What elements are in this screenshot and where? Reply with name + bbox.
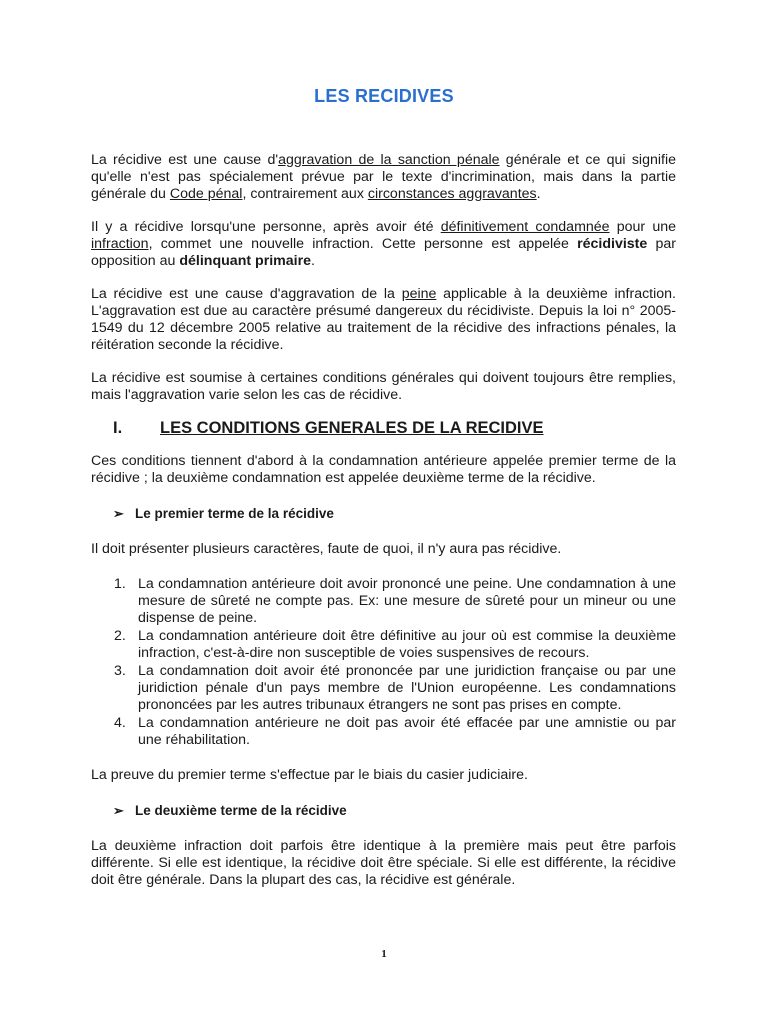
list-text: La condamnation doit avoir été prononcée par une juridiction française ou par une juridiction pénale d'un pays membre de l'Union européenne. Les condamnations prononcées par les autres tribunaux étrangers ne sont pas prises en compte.	[138, 663, 676, 713]
list-text: La condamnation antérieure ne doit pas avoir été effacée par une amnistie ou par une réhabilitation.	[138, 715, 676, 748]
list-text: La condamnation antérieure doit avoir prononcé une peine. Une condamnation à une mesure de sûreté ne compte pas. Ex: une mesure de sûreté pour un mineur ou une dispense de peine.	[138, 576, 676, 626]
list-number: 4.	[114, 715, 126, 731]
arrow-bullet-icon: ➢	[113, 506, 124, 521]
paragraph-2	[91, 219, 676, 270]
subheading-title: Le premier terme de la récidive	[135, 506, 334, 521]
document-title: LES RECIDIVES	[314, 86, 454, 106]
link-code-penal[interactable]: Code pénal	[169, 186, 243, 202]
list-item	[114, 576, 676, 627]
arrow-bullet-icon: ➢	[113, 803, 124, 818]
subheading-deuxieme-terme	[113, 802, 676, 819]
paragraph-7: La preuve du premier terme s'effectue par le biais du casier judiciaire.	[91, 767, 528, 783]
paragraph-6: Il doit présenter plusieurs caractères, faute de quoi, il n'y aura pas récidive.	[91, 541, 562, 557]
list-item	[114, 628, 676, 662]
list-item	[114, 663, 676, 714]
text-run: La récidive est une cause d'	[91, 152, 279, 168]
paragraph-8: La deuxième infraction doit parfois être identique à la première mais peut être parfois différente. Si elle est identique, la récidive doit être spéciale. Si elle est différente, la récidive doit être générale. Dans la plupart des cas, la récidive est générale.	[91, 838, 676, 888]
text-run: La récidive est une cause d'aggravation de la	[91, 286, 402, 302]
bold-term-recidiviste: récidiviste	[577, 236, 648, 252]
section-heading-1	[91, 420, 676, 437]
paragraph-3	[91, 286, 676, 354]
bold-term-delinquant-primaire: délinquant primaire	[179, 253, 312, 269]
link-peine[interactable]: peine	[401, 286, 437, 302]
link-aggravation-sanction[interactable]: aggravation de la sanction pénale	[278, 152, 500, 168]
text-run: , contrairement aux	[242, 186, 368, 202]
section-title: LES CONDITIONS GENERALES DE LA RECIDIVE	[160, 419, 544, 437]
text-run: Il y a récidive lorsqu'une personne, après avoir été	[91, 219, 441, 235]
text-run: pour une	[609, 219, 677, 235]
list-text: La condamnation antérieure doit être définitive au jour où est commise la deuxième infraction, c'est-à-dire non susceptible de voies suspensives de recours.	[138, 628, 676, 661]
text-run: , commet une nouvelle infraction. Cette personne est appelée	[148, 236, 578, 252]
paragraph-4: La récidive est soumise à certaines conditions générales qui doivent toujours être remplies, mais l'aggravation varie selon les cas de récidive.	[91, 370, 676, 403]
list-item	[114, 715, 676, 749]
text-run: applicable à la deuxième infraction. L'aggravation est due au caractère présumé dangereux du récidiviste. Depuis la loi n° 2005-1549 du 12 décembre 2005 relative au traitement de la récidive des infractions pénales, la réitération seconde la récidive.	[91, 286, 676, 353]
document-body	[91, 152, 676, 905]
link-infraction[interactable]: infraction	[91, 236, 149, 252]
subheading-premier-terme	[113, 505, 676, 522]
list-number: 3.	[114, 663, 126, 679]
text-run: .	[536, 186, 541, 202]
text-run: générale et ce qui signifie qu'elle n'est pas spécialement prévue par le texte d'incrimination, mais dans la partie générale du	[91, 152, 677, 202]
link-definitivement-condamnee[interactable]: définitivement condamnée	[440, 219, 610, 235]
section-number: I.	[113, 419, 123, 437]
subheading-title: Le deuxième terme de la récidive	[135, 803, 347, 818]
page-number: 1	[381, 948, 387, 960]
link-circonstances-aggravantes[interactable]: circonstances aggravantes	[367, 186, 537, 202]
list-number: 2.	[114, 628, 126, 644]
conditions-list	[91, 576, 676, 749]
text-run: .	[311, 253, 315, 269]
paragraph-1	[91, 152, 676, 203]
list-number: 1.	[114, 576, 126, 592]
text-run: par opposition au	[91, 236, 676, 269]
paragraph-5: Ces conditions tiennent d'abord à la condamnation antérieure appelée premier terme de la récidive ; la deuxième condamnation est appelée deuxième terme de la récidive.	[91, 453, 676, 486]
